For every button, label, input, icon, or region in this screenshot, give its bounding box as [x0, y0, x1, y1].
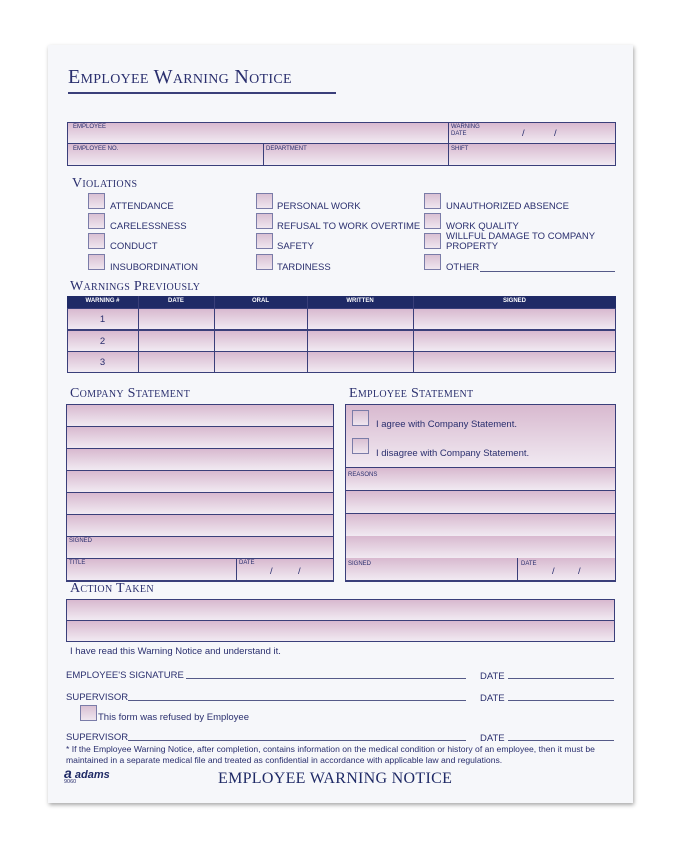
column-header: WRITTEN [346, 298, 374, 304]
violation-label: WILLFUL DAMAGE TO COMPANY PROPERTY [446, 231, 595, 252]
warning-number: 3 [99, 357, 106, 368]
cs-date-label: DATE [239, 560, 255, 566]
date-label: DATE [480, 693, 505, 704]
reasons-line[interactable] [346, 558, 615, 581]
column-header: WARNING # [85, 298, 120, 304]
violation-label: PERSONAL WORK [277, 201, 361, 212]
violation-label: WORK QUALITY [446, 221, 519, 232]
employee-date-line[interactable] [508, 678, 614, 679]
shift-label: SHIFT [451, 146, 469, 152]
violation-label: INSUBORDINATION [110, 262, 198, 273]
violation-checkbox[interactable] [424, 193, 441, 209]
action-taken-line-1[interactable] [66, 599, 615, 621]
employee-label: EMPLOYEE [73, 124, 107, 130]
warning-date-label: WARNING DATE [451, 124, 480, 137]
es-date-label: DATE [521, 561, 537, 567]
employee-info-row[interactable] [67, 143, 616, 166]
agree-checkbox[interactable] [352, 410, 369, 426]
violation-checkbox[interactable] [424, 254, 441, 270]
statement-line[interactable] [67, 471, 333, 493]
statement-line[interactable] [67, 427, 333, 449]
acknowledgement-text: I have read this Warning Notice and understand it. [70, 646, 281, 657]
violation-label: CONDUCT [110, 241, 158, 252]
reasons-line[interactable] [346, 536, 615, 559]
date-label: DATE [480, 733, 505, 744]
violation-label: SAFETY [277, 241, 314, 252]
refused-label: This form was refused by Employee [98, 712, 250, 723]
employee-no-label: EMPLOYEE NO. [73, 146, 119, 152]
violation-checkbox[interactable] [256, 254, 273, 270]
violation-checkbox[interactable] [88, 233, 105, 249]
supervisor-date-line[interactable] [508, 700, 614, 701]
table-row[interactable] [67, 351, 616, 373]
supervisor-signature-line-2[interactable] [128, 740, 466, 741]
column-header: SIGNED [502, 298, 526, 304]
footer-title: EMPLOYEE WARNING NOTICE [218, 770, 453, 787]
employee-row[interactable] [67, 122, 616, 144]
reasons-line[interactable] [346, 468, 615, 491]
date-label: DATE [480, 671, 505, 682]
company-statement-heading: Company Statement [70, 386, 191, 401]
reasons-label: REASONS [348, 472, 378, 478]
title-underline [68, 92, 336, 94]
violation-checkbox[interactable] [88, 193, 105, 209]
supervisor-date-line-2[interactable] [508, 740, 614, 741]
statement-line[interactable] [67, 537, 333, 559]
violation-label: ATTENDANCE [110, 201, 174, 212]
violation-label: REFUSAL TO WORK OVERTIME [277, 221, 421, 232]
violation-checkbox[interactable] [256, 233, 273, 249]
department-label: DEPARTMENT [266, 146, 307, 152]
employee-signature-line[interactable] [186, 678, 466, 679]
cs-title-label: TITLE [69, 560, 86, 566]
reasons-line[interactable] [346, 491, 615, 514]
warning-number: 2 [99, 335, 106, 347]
disagree-label: I disagree with Company Statement. [376, 448, 530, 459]
adams-logo: a adams [64, 765, 110, 781]
supervisor-label: SUPERVISOR [66, 692, 129, 703]
column-header: ORAL [252, 298, 269, 304]
form-number: 9060 [64, 779, 77, 785]
cs-signed-label: SIGNED [69, 538, 93, 544]
table-row[interactable] [67, 308, 616, 330]
agree-label: I agree with Company Statement. [376, 419, 517, 430]
violations-heading: Violations [72, 176, 138, 191]
footnote: * If the Employee Warning Notice, after completion, contains information on the medical condition or history of an employee, then it must be maintained in a separate medical file and treated as confidential in accordance with applicable law and regulations. [66, 744, 595, 765]
table-row[interactable] [67, 330, 616, 352]
violation-label: CARELESSNESS [110, 221, 187, 232]
refused-checkbox[interactable] [80, 705, 97, 721]
violation-label: TARDINESS [277, 262, 331, 273]
warning-number: 1 [99, 314, 106, 325]
column-header: DATE [168, 298, 184, 304]
violation-checkbox[interactable] [424, 213, 441, 229]
violation-checkbox[interactable] [256, 193, 273, 209]
statement-line[interactable] [67, 449, 333, 471]
action-taken-heading: Action Taken [70, 581, 154, 596]
violation-label: OTHER [446, 262, 480, 273]
employee-statement-heading: Employee Statement [349, 386, 474, 401]
statement-line[interactable] [67, 515, 333, 537]
employee-signature-label: EMPLOYEE'S SIGNATURE [66, 670, 184, 681]
disagree-checkbox[interactable] [352, 438, 369, 454]
supervisor-label-2: SUPERVISOR [66, 732, 129, 743]
form-title: Employee Warning Notice [68, 66, 292, 88]
violation-label: UNAUTHORIZED ABSENCE [446, 201, 569, 212]
violation-checkbox[interactable] [256, 213, 273, 229]
reasons-line[interactable] [346, 514, 615, 537]
statement-line[interactable] [67, 559, 333, 581]
statement-line[interactable] [67, 493, 333, 515]
action-taken-line-2[interactable] [66, 620, 615, 642]
warnings-heading: Warnings Previously [70, 279, 201, 294]
violation-checkbox[interactable] [424, 233, 441, 249]
es-signed-label: SIGNED [348, 561, 372, 567]
violation-checkbox[interactable] [88, 254, 105, 270]
supervisor-signature-line[interactable] [128, 700, 466, 701]
statement-line[interactable] [67, 405, 333, 427]
violation-checkbox[interactable] [88, 213, 105, 229]
